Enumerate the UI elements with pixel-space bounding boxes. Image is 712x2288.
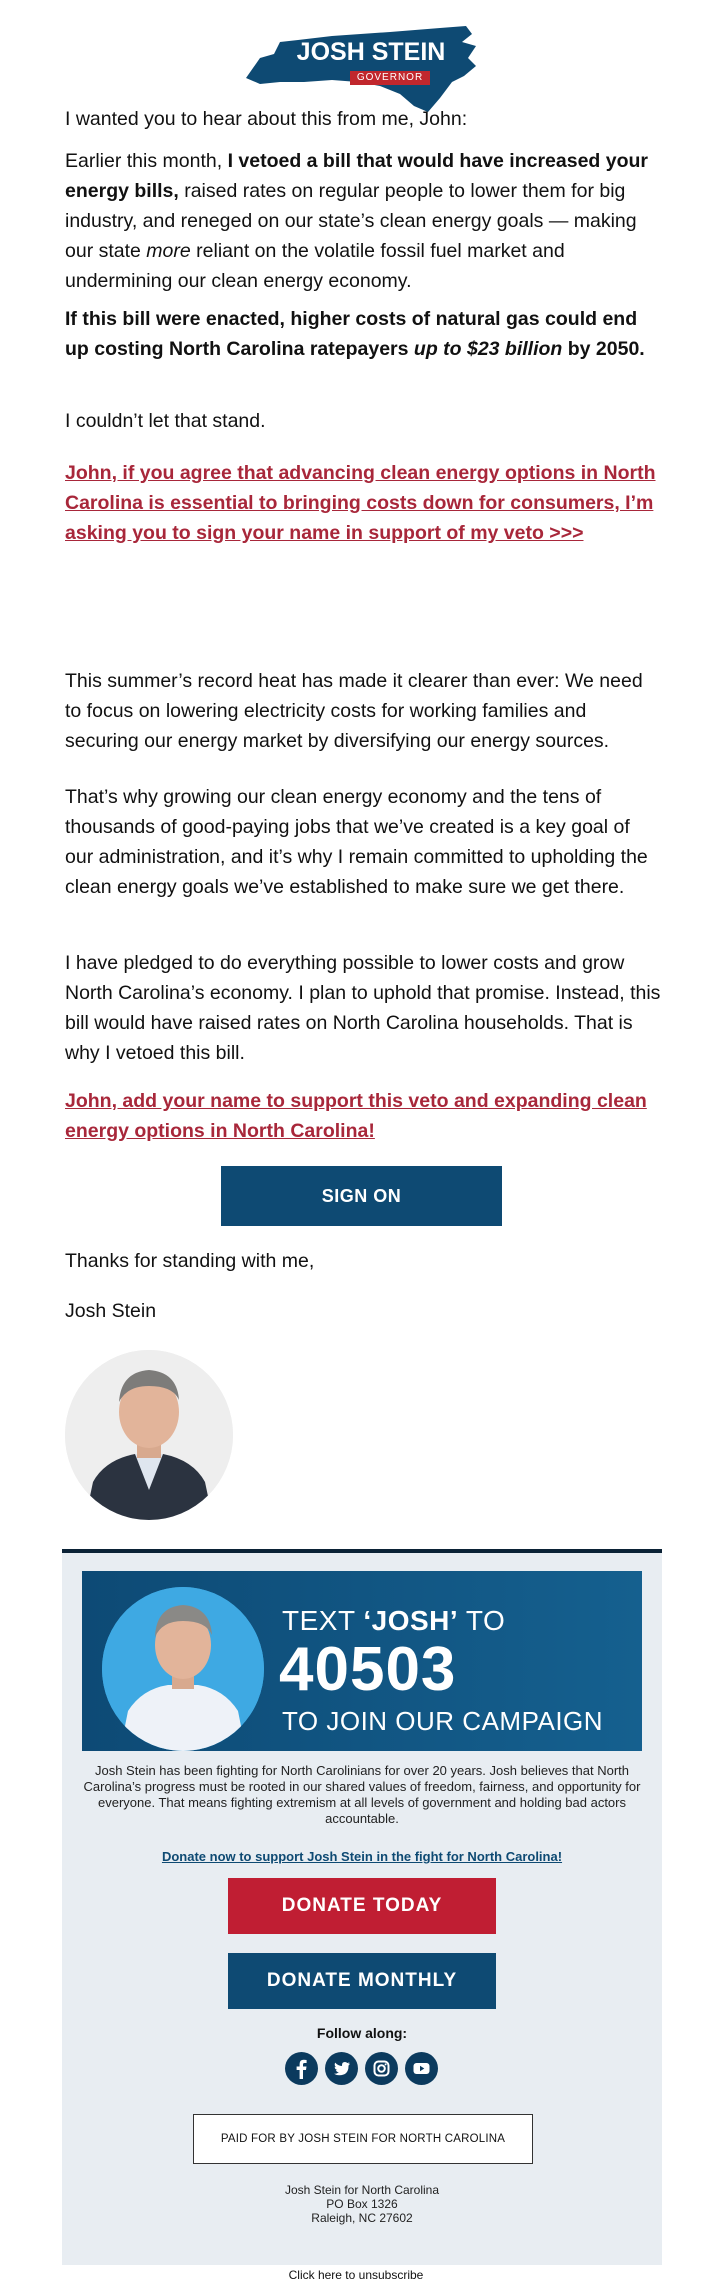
social-links: [285, 2052, 439, 2086]
sign-veto-link[interactable]: John, if you agree that advancing clean energy options in North Carolina is essential to bringing costs down for consumers, I’m asking you to sign your name in support of my veto >>>: [65, 462, 656, 544]
italic-text: more: [146, 240, 191, 262]
text: TO: [458, 1605, 506, 1636]
paragraph-stand: I couldn’t let that stand.: [65, 410, 266, 432]
banner-line-3: TO JOIN OUR CAMPAIGN: [282, 1706, 604, 1736]
text: TEXT: [282, 1605, 364, 1636]
keyword: ‘JOSH’: [363, 1605, 459, 1636]
address-line: Raleigh, NC 27602: [311, 2211, 413, 2225]
banner-photo: [102, 1587, 264, 1751]
bio-text: Josh Stein has been fighting for North Carolinians for over 20 years. Josh believes that North Carolina’s progress must be rooted in our shared values of freedom, fairness, and opportunity for everyone. That means fighting extremism at all levels of government and holding bad actors accountable.: [83, 1763, 641, 1826]
logo-name: JOSH STEIN: [296, 38, 446, 66]
paid-for-disclaimer: PAID FOR BY JOSH STEIN FOR NORTH CAROLINA: [193, 2114, 533, 2164]
paragraph-heat: This summer’s record heat has made it clearer than ever: We need to focus on lowering electricity costs for working families and securing our energy market by diversifying our energy sources.: [65, 670, 643, 752]
greeting: I wanted you to hear about this from me, John:: [65, 108, 468, 130]
logo-subtitle: GOVERNOR: [350, 71, 430, 85]
donate-monthly-button[interactable]: DONATE MONTHLY: [228, 1953, 496, 2009]
donate-today-button[interactable]: DONATE TODAY: [228, 1878, 496, 1934]
campaign-logo[interactable]: [240, 20, 480, 116]
sign-veto-link-paragraph: [65, 458, 661, 548]
add-name-link-paragraph: [65, 1086, 661, 1146]
mailing-address: [62, 2183, 662, 2225]
address-line: Josh Stein for North Carolina: [284, 2183, 440, 2197]
facebook-icon[interactable]: [285, 2052, 318, 2085]
add-name-link[interactable]: John, add your name to support this veto and expanding clean energy options in North Carolina!: [65, 1090, 647, 1142]
donate-link[interactable]: Donate now to support Josh Stein in the fight for North Carolina!: [161, 1849, 563, 1864]
address-line: PO Box 1326: [326, 2197, 398, 2211]
paragraph-pledge: I have pledged to do everything possible to lower costs and grow North Carolina’s economy. I plan to uphold that promise. Instead, this bill would have raised rates on North Carolina households. That is why I vetoed this bill.: [65, 952, 661, 1064]
text: raised rates on regular people to lower them for big industry, and reneged on our state’s clean energy goals — making our state: [65, 180, 637, 262]
paragraph-veto: [65, 146, 661, 296]
follow-label: Follow along:: [316, 2025, 408, 2041]
banner-line-1: [282, 1605, 505, 1637]
text: If this bill were enacted, higher costs of natural gas could end up costing North Carolina ratepayers: [65, 308, 638, 360]
north-carolina-map-icon: [240, 20, 480, 116]
paragraph-growth: That’s why growing our clean energy economy and the tens of thousands of good-paying jobs that we’ve created is a key goal of our administration, and it’s why I remain committed to upholding the clean energy goals we’ve established to make sure we get there.: [65, 786, 648, 898]
twitter-icon[interactable]: [325, 2052, 358, 2085]
josh-stein-photo: [65, 1350, 233, 1520]
signature: Josh Stein: [65, 1300, 157, 1322]
text-join-banner[interactable]: [82, 1571, 642, 1751]
sign-on-button[interactable]: SIGN ON: [221, 1166, 502, 1226]
instagram-icon[interactable]: [365, 2052, 398, 2085]
italic-text: up to $23 billion: [413, 338, 563, 360]
text: reliant on the volatile fossil fuel market and undermining our clean energy economy.: [65, 240, 565, 292]
paragraph-cost: [65, 304, 661, 364]
banner-shortcode: 40503: [279, 1635, 457, 1704]
youtube-icon[interactable]: [405, 2052, 438, 2085]
thanks-text: Thanks for standing with me,: [65, 1250, 315, 1272]
text: by 2050.: [562, 338, 645, 360]
unsubscribe-link[interactable]: Click here to unsubscribe: [288, 2268, 424, 2282]
bold-text: I vetoed a bill that would have increased your energy bills,: [65, 150, 649, 202]
text: Earlier this month,: [65, 150, 228, 172]
footer: [62, 1549, 662, 2265]
